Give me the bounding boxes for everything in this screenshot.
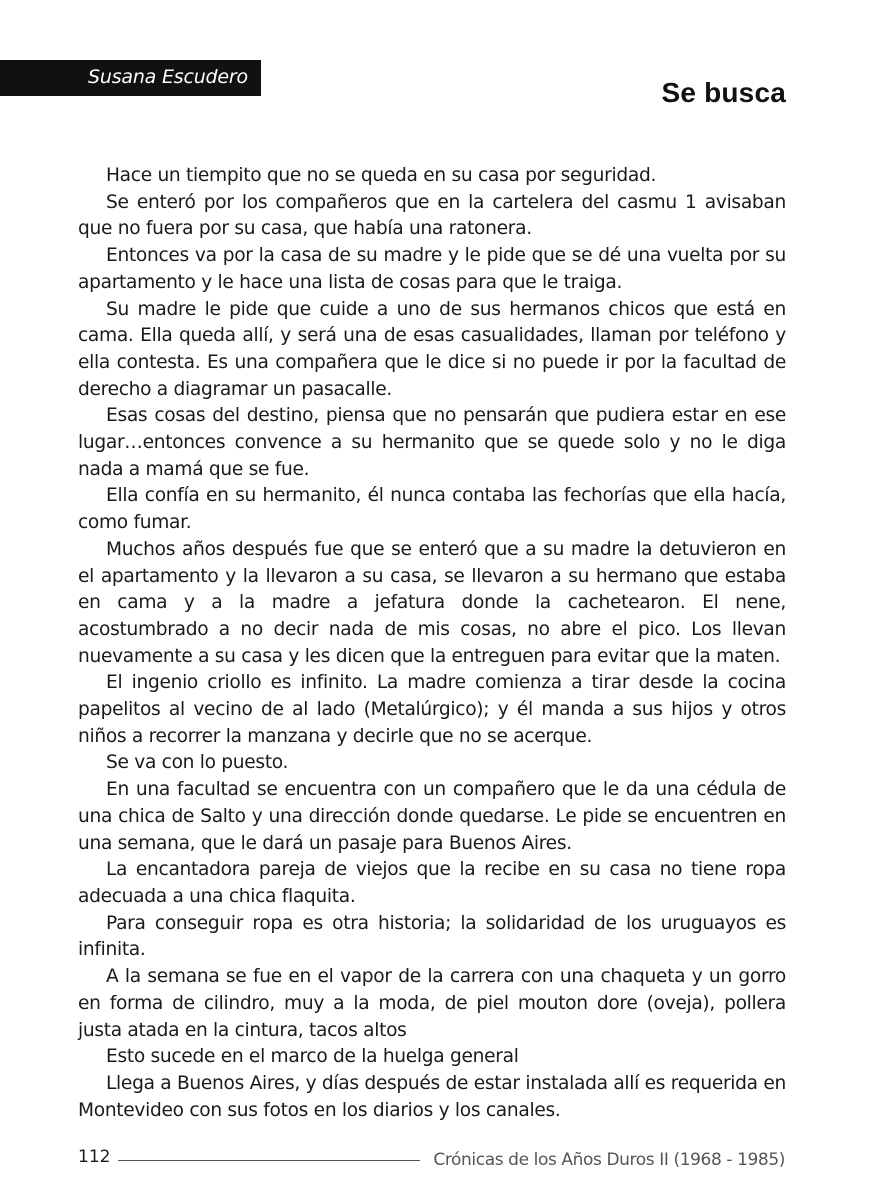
paragraph: Ella confía en su hermanito, él nunca contaba las fechorías que ella hacía, como fumar.: [78, 485, 786, 534]
paragraph: Entonces va por la casa de su madre y le pide que se dé una vuelta por su apartamento y le hace una lista de cosas para que le traiga.: [78, 245, 786, 293]
paragraph: Muchos años después fue que se enteró que a su madre la detuvieron en el apartamento y la llevaron a su casa, se llevaron a su hermano que estaba en cama y a la madre a jefatura donde la cachetearon. El nene, acostumbrado a no decir nada de mis cosas, no abre el pico. Los llevan nuevamente a su casa y les dicen que la entreguen para evitar que la maten.: [78, 538, 786, 667]
page-number: 112: [78, 1147, 111, 1167]
paragraph: Para conseguir ropa es otra historia; la solidaridad de los uruguayos es infinita.: [78, 912, 786, 961]
paragraph: Se enteró por los compañeros que en la cartelera del casmu 1 avisaban que no fuera por su casa, que había una ratonera.: [78, 191, 786, 240]
paragraph: A la semana se fue en el vapor de la carrera con una chaqueta y un gorro en forma de cilindro, muy a la moda, de piel mouton dore (oveja), pollera justa atada en la cintura, tacos altos: [78, 966, 786, 1041]
paragraph: Esas cosas del destino, piensa que no pensarán que pudiera estar en ese lugar…entonces convence a su hermanito que se quede solo y no le diga nada a mamá que se fue.: [78, 405, 786, 480]
paragraph: En una facultad se encuentra con un compañero que le da una cédula de una chica de Salto y una dirección donde quedarse. Le pide se encuentren en una semana, que le dará un pasaje para Buenos Aires.: [78, 779, 786, 854]
book-title: Crónicas de los Años Duros II (1968 - 1985): [433, 1150, 785, 1170]
author-name: Susana Escudero: [88, 66, 248, 88]
paragraph: La encantadora pareja de viejos que la recibe en su casa no tiene ropa adecuada a una chica flaquita.: [78, 859, 786, 907]
paragraph: Su madre le pide que cuide a uno de sus hermanos chicos que está en cama. Ella queda allí, y será una de esas casualidades, llaman por teléfono y ella contesta. Es una compañera que le dice si no puede ir por la facultad de derecho a diagramar un pasacalle.: [78, 298, 786, 400]
paragraph: El ingenio criollo es infinito. La madre comienza a tirar desde la cocina papelitos al vecino de al lado (Metalúrgico); y él manda a sus hijos y otros niños a recorrer la manzana y decirle que no se acerque.: [78, 672, 786, 747]
paragraph: Se va con lo puesto.: [106, 752, 289, 774]
paragraph: Esto sucede en el marco de la huelga general: [106, 1046, 519, 1068]
paragraph: Hace un tiempito que no se queda en su casa por seguridad.: [106, 165, 657, 186]
footer-divider: [118, 1160, 420, 1161]
paragraph: Llega a Buenos Aires, y días después de estar instalada allí es requerida en Montevideo con sus fotos en los diarios y los canales.: [78, 1072, 787, 1121]
body-text: [78, 163, 786, 1124]
chapter-title: Se busca: [661, 77, 786, 108]
